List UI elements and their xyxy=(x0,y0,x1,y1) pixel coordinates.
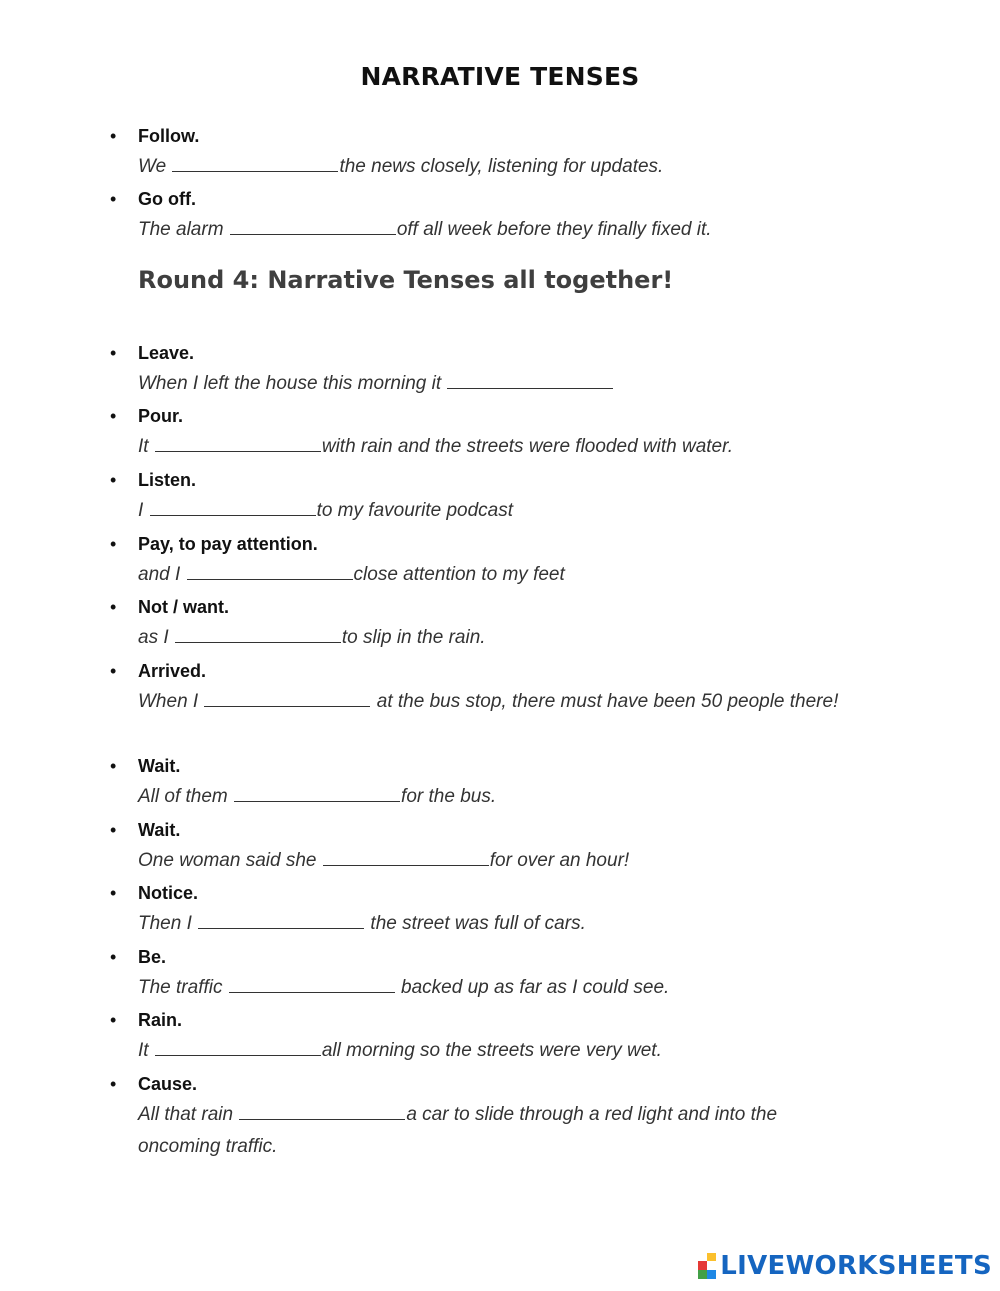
sentence-before: It xyxy=(138,1040,154,1061)
liveworksheets-logo xyxy=(698,1251,992,1281)
sentence-before: I xyxy=(138,500,149,521)
sentence-after: a car to slide through a red light and into the oncoming traffic. xyxy=(138,1104,778,1157)
answer-blank[interactable] xyxy=(234,784,400,802)
item-verb: Be. xyxy=(138,947,167,967)
item-verb: Follow. xyxy=(138,126,200,146)
sentence-before: When I left the house this morning it xyxy=(138,373,447,394)
sentence-after: off all week before they finally fixed it. xyxy=(396,219,712,240)
sentence-before: All of them xyxy=(138,786,234,807)
item-verb: Go off. xyxy=(138,189,196,209)
bullet-icon: • xyxy=(110,406,117,426)
answer-blank[interactable] xyxy=(150,498,316,516)
item-verb: Pay, to pay attention. xyxy=(138,534,318,554)
sentence-before: The alarm xyxy=(138,219,229,240)
item-sentence xyxy=(138,559,858,591)
item-verb: Not / want. xyxy=(138,597,229,617)
sentence-after: at the bus stop, there must have been 50 people there! xyxy=(371,691,839,712)
item-verb: Arrived. xyxy=(138,661,207,681)
answer-blank[interactable] xyxy=(187,562,353,580)
item-verb: Notice. xyxy=(138,883,199,903)
item-sentence xyxy=(138,622,858,654)
item-verb: Rain. xyxy=(138,1010,183,1030)
sentence-after: the street was full of cars. xyxy=(365,913,586,934)
bullet-icon: • xyxy=(110,343,117,363)
item-sentence xyxy=(138,845,858,877)
sentence-after: close attention to my feet xyxy=(353,564,565,585)
sentence-after: for over an hour! xyxy=(489,850,630,871)
logo-square-green xyxy=(698,1270,707,1279)
sentence-after: all morning so the streets were very wet. xyxy=(321,1040,662,1061)
answer-blank[interactable] xyxy=(230,217,396,235)
sentence-before: and I xyxy=(138,564,186,585)
sentence-after: to slip in the rain. xyxy=(341,627,486,648)
answer-blank[interactable] xyxy=(172,154,338,172)
answer-blank[interactable] xyxy=(239,1102,405,1120)
answer-blank[interactable] xyxy=(229,975,395,993)
logo-square-yellow xyxy=(707,1253,716,1261)
item-sentence xyxy=(138,1035,858,1067)
bullet-icon: • xyxy=(110,756,117,776)
item-verb: Leave. xyxy=(138,343,195,363)
page-title: NARRATIVE TENSES xyxy=(360,62,640,91)
section-heading: Round 4: Narrative Tenses all together! xyxy=(138,266,674,294)
sentence-before: Then I xyxy=(138,913,198,934)
item-sentence xyxy=(138,781,858,813)
bullet-icon: • xyxy=(110,883,117,903)
sentence-before: It xyxy=(138,436,154,457)
item-verb: Cause. xyxy=(138,1074,198,1094)
item-verb: Pour. xyxy=(138,406,184,426)
bullet-icon: • xyxy=(110,189,117,209)
bullet-icon: • xyxy=(110,1010,117,1030)
sentence-after: for the bus. xyxy=(401,786,497,807)
bullet-icon: • xyxy=(110,1074,117,1094)
item-sentence xyxy=(138,495,858,527)
item-verb: Wait. xyxy=(138,820,181,840)
answer-blank[interactable] xyxy=(204,689,370,707)
logo-text: LIVEWORKSHEETS xyxy=(720,1251,992,1281)
sentence-after: the news closely, listening for updates. xyxy=(339,156,664,177)
answer-blank[interactable] xyxy=(155,1038,321,1056)
logo-square-blue xyxy=(707,1270,716,1279)
item-sentence xyxy=(138,908,858,940)
item-sentence xyxy=(138,431,858,463)
bullet-icon: • xyxy=(110,534,117,554)
bullet-icon: • xyxy=(110,470,117,490)
answer-blank[interactable] xyxy=(155,434,321,452)
item-sentence xyxy=(138,151,858,183)
bullet-icon: • xyxy=(110,661,117,681)
item-sentence xyxy=(138,972,858,1004)
sentence-after: with rain and the streets were flooded with water. xyxy=(321,436,734,457)
sentence-before: One woman said she xyxy=(138,850,322,871)
sentence-after: backed up as far as I could see. xyxy=(395,977,670,998)
answer-blank[interactable] xyxy=(323,848,489,866)
item-sentence xyxy=(138,368,858,400)
bullet-icon: • xyxy=(110,126,117,146)
item-verb: Listen. xyxy=(138,470,197,490)
sentence-before: The traffic xyxy=(138,977,228,998)
answer-blank[interactable] xyxy=(198,911,364,929)
sentence-before: We xyxy=(138,156,172,177)
item-sentence xyxy=(138,1099,858,1163)
logo-mark-icon xyxy=(698,1253,716,1279)
sentence-before: When I xyxy=(138,691,204,712)
sentence-after: to my favourite podcast xyxy=(316,500,513,521)
item-verb: Wait. xyxy=(138,756,181,776)
bullet-icon: • xyxy=(110,947,117,967)
bullet-icon: • xyxy=(110,820,117,840)
answer-blank[interactable] xyxy=(175,625,341,643)
bullet-icon: • xyxy=(110,597,117,617)
answer-blank[interactable] xyxy=(447,371,613,389)
item-sentence xyxy=(138,686,858,718)
sentence-before: as I xyxy=(138,627,174,648)
item-sentence xyxy=(138,214,858,246)
logo-square-red xyxy=(698,1261,707,1270)
sentence-before: All that rain xyxy=(138,1104,239,1125)
